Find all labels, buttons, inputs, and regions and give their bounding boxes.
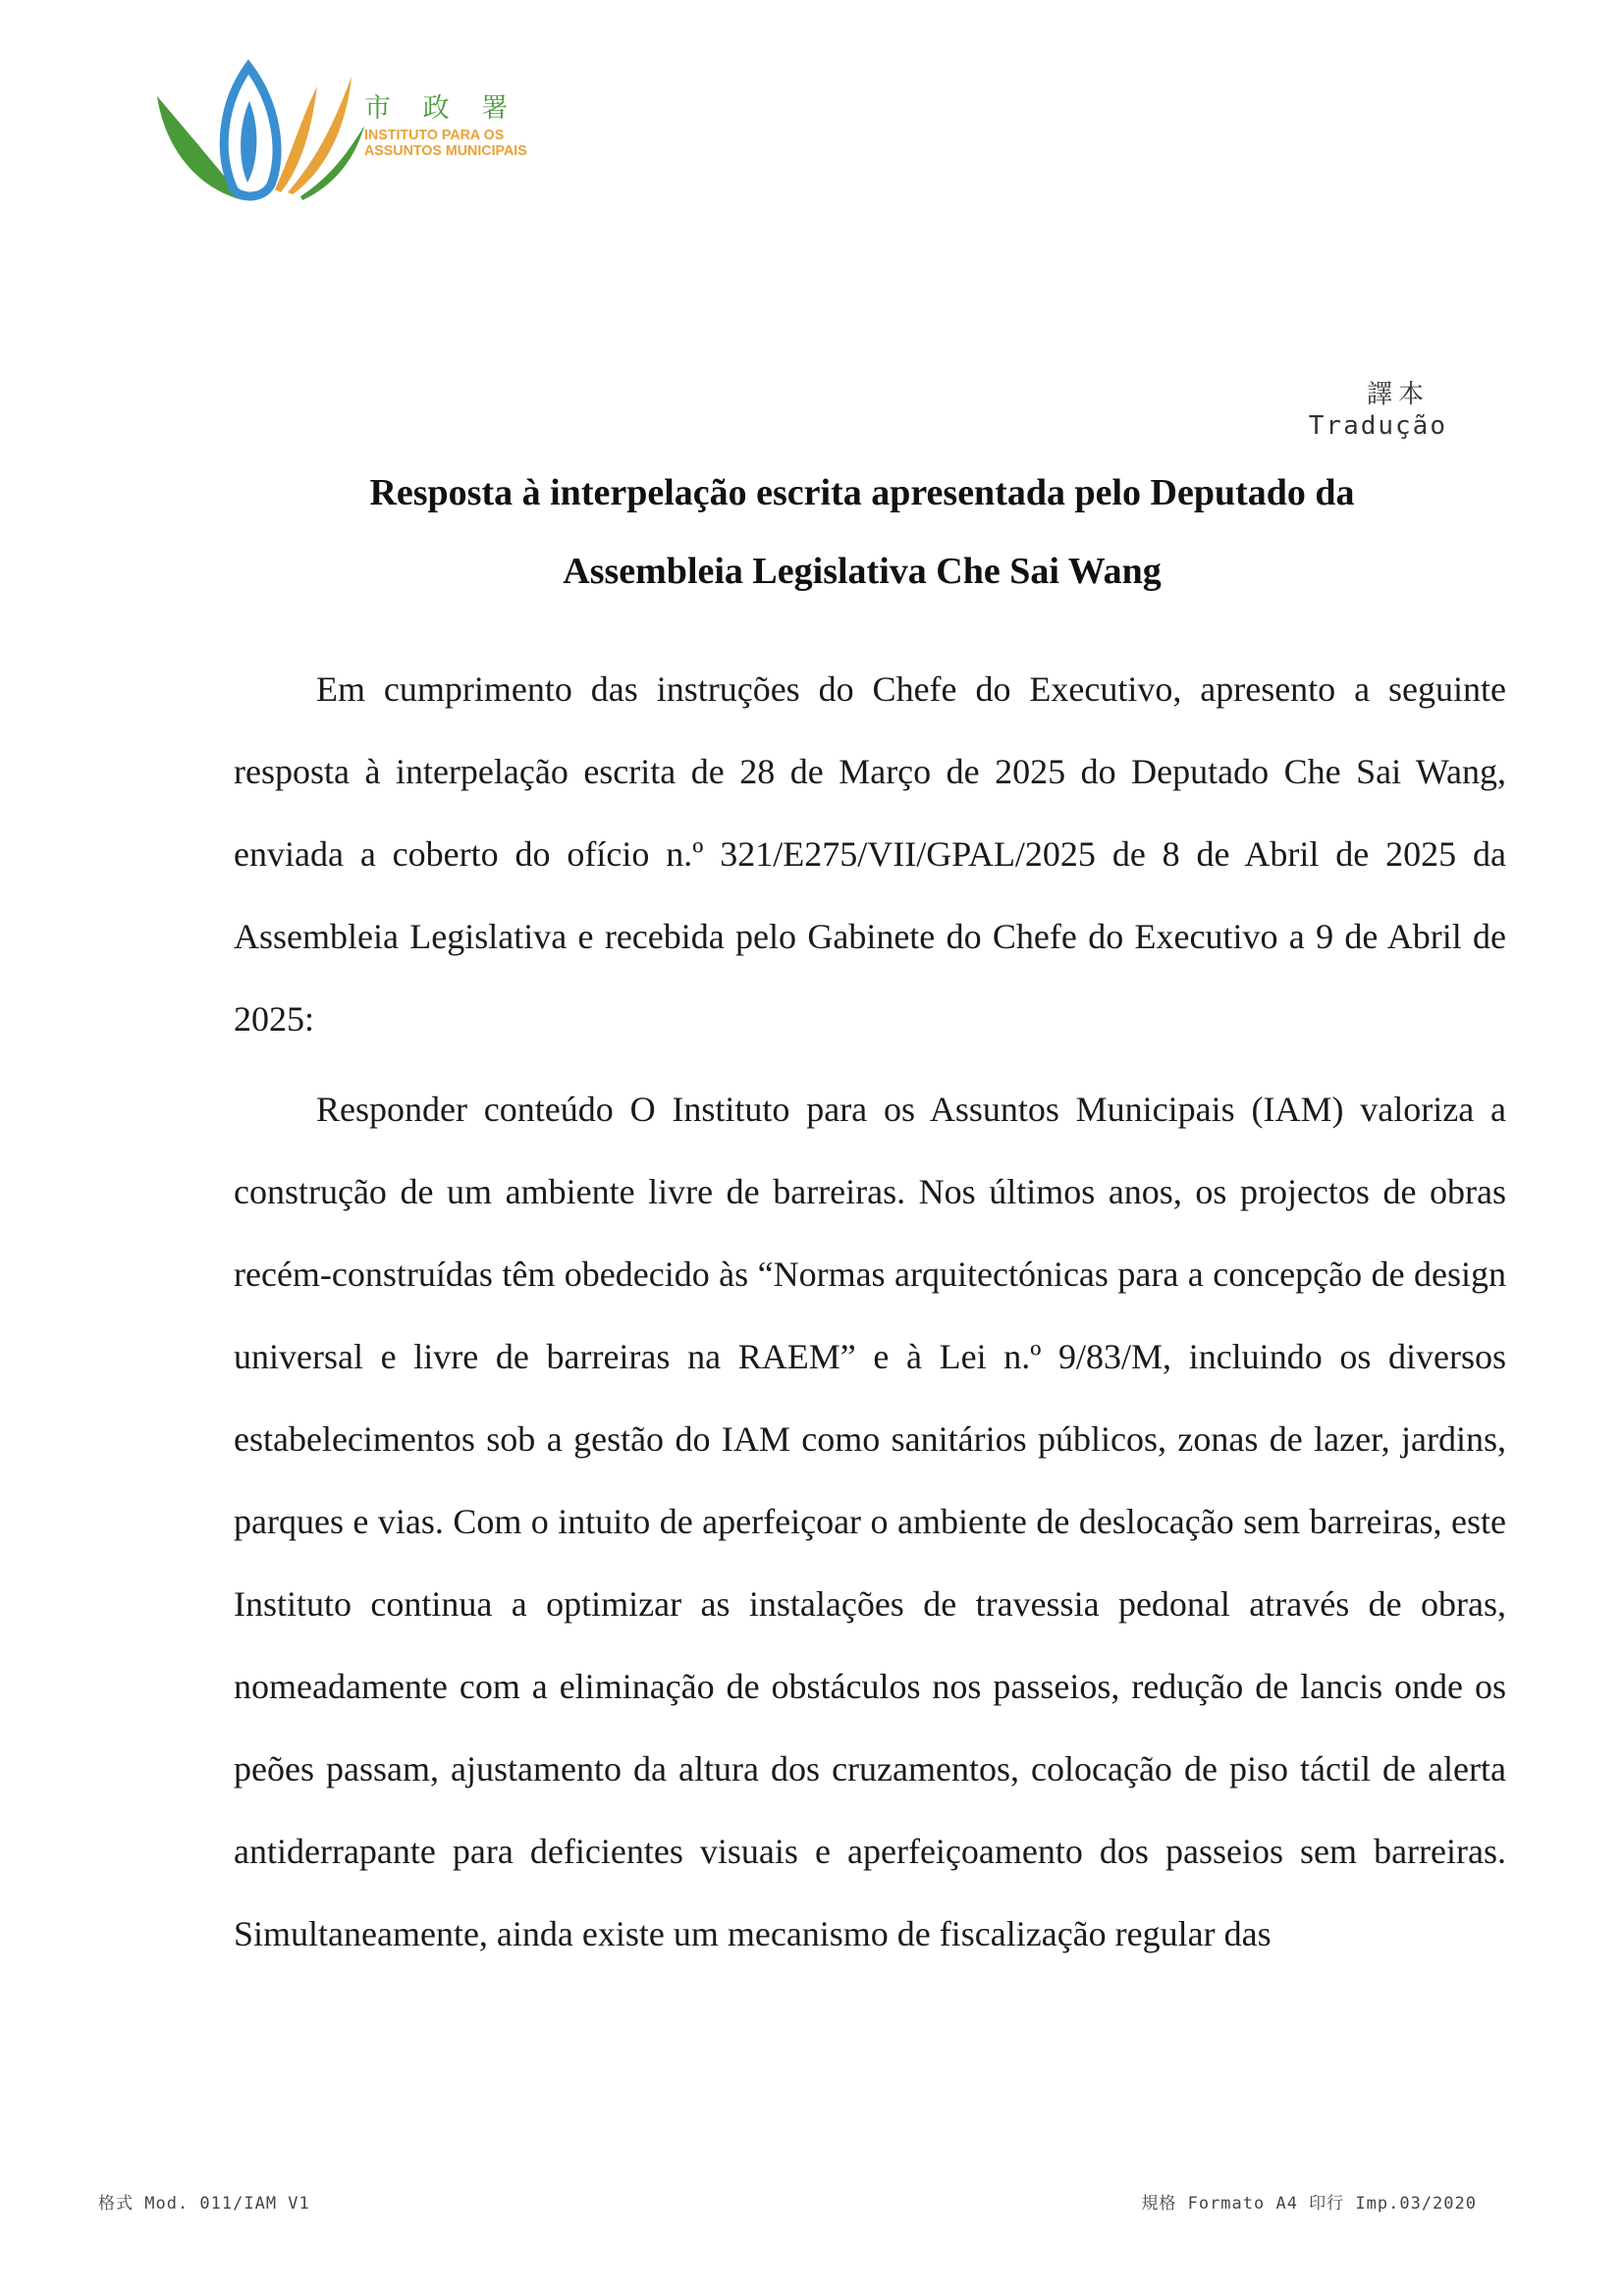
document-title-line2: Assembleia Legislativa Che Sai Wang (563, 551, 1162, 592)
body-paragraph-response: Responder conteúdo O Instituto para os Assuntos Municipais (IAM) valoriza a construção de um ambiente livre de barreiras. Nos últimos anos, os projectos de obras recém-construídas têm obedecido às “Normas arquitectónicas para a concepção de design universal e livre de barreiras na RAEM” e à Lei n.º 9/83/M, incluindo os diversos estabelecimentos sob a gestão do IAM como sanitários públicos, zonas de lazer, jardins, parques e vias. Com o intuito de aperfeiçoar o ambiente de deslocação sem barreiras, este Instituto continua a optimizar as instalações de travessia pedonal através de obras, nomeadamente com a eliminação de obstáculos nos passeios, redução de lancis onde os peões passam, ajustamento da altura dos cruzamentos, colocação de piso táctil de alerta antiderrapante para deficientes visuais e aperfeiçoamento dos passeios sem barreiras. Simultaneamente, ainda existe um mecanismo de fiscalização regular das (234, 1090, 1506, 1953)
logo-name-line2: ASSUNTOS MUNICIPAIS (364, 142, 527, 159)
translation-label-pt: Tradução (1308, 411, 1447, 441)
footer-format-info: 規格 Formato A4 印行 Imp.03/2020 (1141, 2194, 1477, 2214)
body-paragraph-intro: Em cumprimento das instruções do Chefe do Executivo, apresento a seguinte resposta à interpelação escrita de 28 de Março de 2025 do Deputado Che Sai Wang, enviada a coberto do ofício n.º 321/E275/VII/GPAL/2025 de 8 de Abril de 2025 da Assembleia Legislativa e recebida pelo Gabinete do Chefe do Executivo a 9 de Abril de 2025: (234, 669, 1506, 1039)
document-body (234, 648, 1506, 1983)
logo-name-line1: INSTITUTO PARA OS (364, 127, 505, 143)
iam-lotus-logo-icon (155, 57, 366, 202)
document-title-line1: Resposta à interpelação escrita apresentada pelo Deputado da (369, 472, 1355, 513)
iam-logo (155, 57, 558, 202)
translation-label-cjk: 譯本 (1366, 380, 1430, 409)
document-title (234, 454, 1490, 611)
translation-stamp (1309, 379, 1447, 442)
footer-form-code: 格式 Mod. 011/IAM V1 (98, 2194, 310, 2214)
logo-text (364, 94, 580, 159)
logo-name-cjk: 市 政 署 (364, 93, 520, 124)
